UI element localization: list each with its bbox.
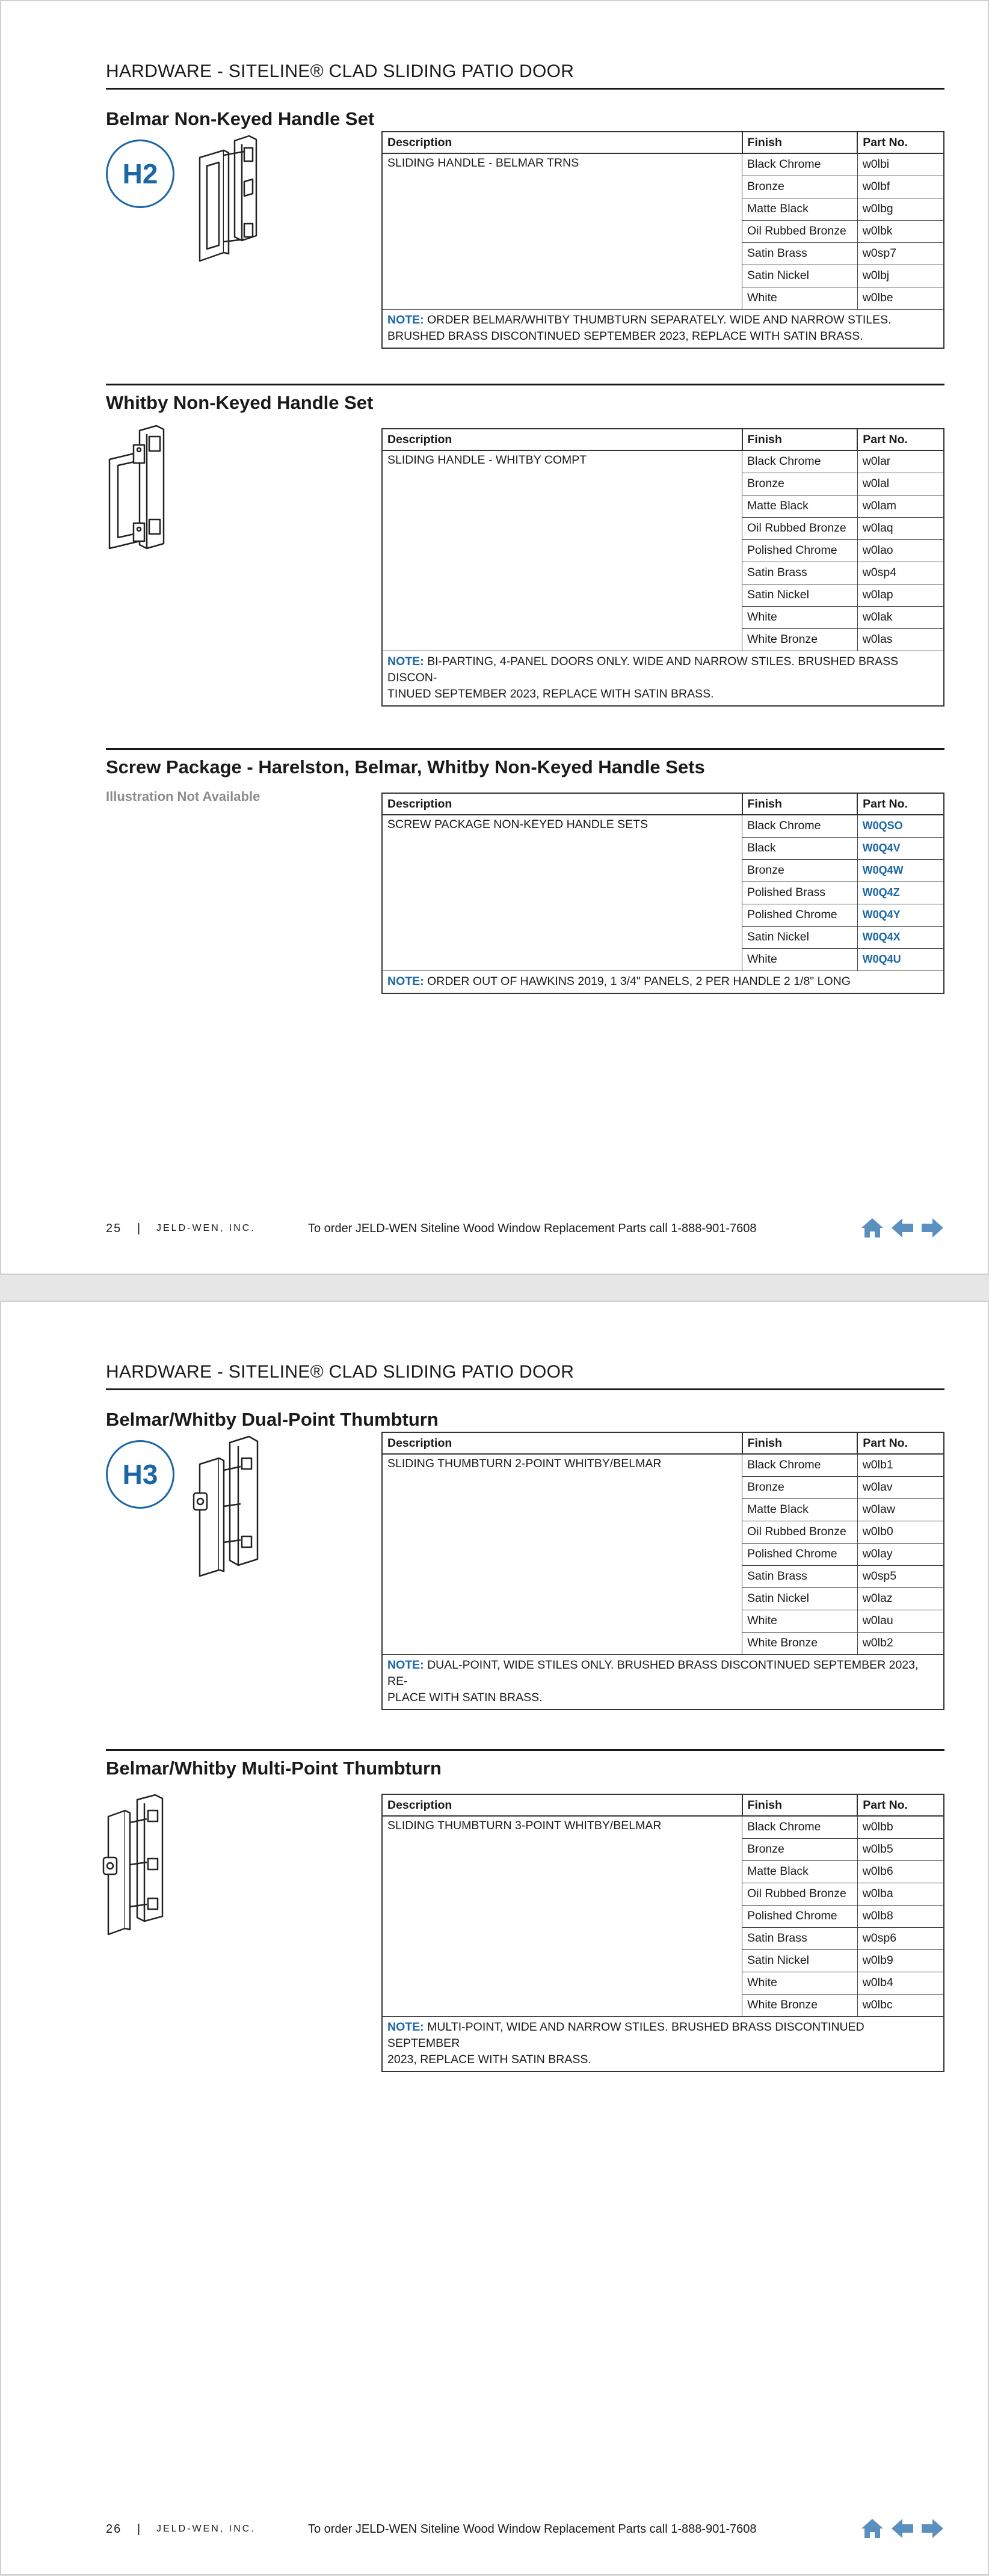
section-badge-h2: H2 <box>106 140 174 208</box>
finish-cell: Polished Chrome <box>742 1905 858 1927</box>
note-label: NOTE: <box>387 654 424 668</box>
part-number-cell: w0lak <box>857 606 944 628</box>
section-title: Screw Package - Harelston, Belmar, Whitby Non-Keyed Handle Sets <box>106 756 705 777</box>
whitby-handle-illustration <box>97 423 182 568</box>
finish-cell: Oil Rubbed Bronze <box>742 220 858 242</box>
page-navigation <box>859 2516 946 2541</box>
table-row <box>382 1816 944 1838</box>
finish-cell: Black Chrome <box>742 1816 858 1838</box>
part-number-cell: w0lbj <box>857 265 944 287</box>
page-footer <box>106 2522 944 2541</box>
part-number-link[interactable]: W0Q4U <box>862 953 901 965</box>
part-description: SLIDING THUMBTURN 3-POINT WHITBY/BELMAR <box>382 1816 742 2016</box>
table-note <box>382 2016 944 2072</box>
finish-cell: Black <box>742 837 858 859</box>
part-number-cell: w0laz <box>857 1587 944 1610</box>
finish-cell: Satin Nickel <box>742 1587 858 1610</box>
col-header-finish: Finish <box>742 1794 858 1816</box>
company-name: JELD-WEN, INC. <box>156 1223 256 1233</box>
part-description: SLIDING HANDLE - BELMAR TRNS <box>382 153 742 309</box>
finish-cell: Satin Brass <box>742 562 858 584</box>
part-number-cell: w0lb0 <box>857 1521 944 1543</box>
finish-cell: White <box>742 1972 858 1994</box>
part-number-link[interactable]: W0Q4Z <box>862 886 900 898</box>
finish-cell: Black Chrome <box>742 450 858 473</box>
section-title: Belmar/Whitby Dual-Point Thumbturn <box>106 1409 439 1430</box>
finish-cell: Oil Rubbed Bronze <box>742 1521 858 1543</box>
parts-table <box>381 793 944 994</box>
illustration-unavailable-label: Illustration Not Available <box>106 789 260 804</box>
finish-cell: Polished Chrome <box>742 1543 858 1565</box>
section-title: Belmar Non-Keyed Handle Set <box>106 108 375 129</box>
finish-cell: Black Chrome <box>742 153 858 176</box>
col-header-description: Description <box>382 1432 742 1454</box>
note-text-line2: BRUSHED BRASS DISCONTINUED SEPTEMBER 2023, REPLACE WITH SATIN BRASS. <box>387 329 863 343</box>
part-number-link[interactable]: W0Q4W <box>862 864 904 876</box>
home-icon[interactable] <box>859 2516 886 2541</box>
finish-cell: White Bronze <box>742 1994 858 2016</box>
note-label: NOTE: <box>387 1658 424 1672</box>
col-header-part: Part No. <box>857 793 944 815</box>
note-text: DUAL-POINT, WIDE STILES ONLY. BRUSHED BRASS DISCONTINUED SEPTEMBER 2023, RE- <box>387 1658 919 1688</box>
finish-cell: Satin Nickel <box>742 926 858 948</box>
table-note <box>382 309 944 348</box>
note-text: MULTI-POINT, WIDE AND NARROW STILES. BRUSHED BRASS DISCONTINUED SEPTEMBER <box>387 2020 864 2050</box>
section-rule <box>106 1749 944 1751</box>
finish-cell: White <box>742 1610 858 1632</box>
finish-cell: Matte Black <box>742 1498 858 1521</box>
catalog-page-26 <box>0 1301 989 2575</box>
part-number-cell: w0lb2 <box>857 1632 944 1654</box>
table-note <box>382 651 944 706</box>
part-number-cell: w0lb1 <box>857 1454 944 1476</box>
part-number-cell: w0lbf <box>857 176 944 198</box>
page-footer <box>106 1222 944 1240</box>
col-header-description: Description <box>382 1794 742 1816</box>
page-header: HARDWARE - SITELINE® CLAD SLIDING PATIO DOOR <box>106 1362 575 1382</box>
forward-arrow-icon[interactable] <box>919 2516 946 2541</box>
part-number-cell: w0lba <box>857 1883 944 1905</box>
col-header-finish: Finish <box>742 429 858 450</box>
part-number-cell: w0sp6 <box>857 1927 944 1949</box>
col-header-part: Part No. <box>857 132 944 153</box>
finish-cell: White <box>742 606 858 628</box>
finish-cell: Matte Black <box>742 198 858 220</box>
finish-cell: Black Chrome <box>742 1454 858 1476</box>
section-rule <box>106 384 944 385</box>
part-number-cell: w0lar <box>857 450 944 473</box>
part-number-cell <box>857 837 944 859</box>
part-number-cell: w0sp4 <box>857 562 944 584</box>
back-arrow-icon[interactable] <box>889 2516 916 2541</box>
finish-cell: Satin Nickel <box>742 584 858 606</box>
part-number-cell <box>857 948 944 971</box>
order-phone-text: To order JELD-WEN Siteline Wood Window Replacement Parts call 1-888-901-7608 <box>308 1222 757 1235</box>
finish-cell: Black Chrome <box>742 815 858 837</box>
finish-cell: White <box>742 287 858 309</box>
col-header-finish: Finish <box>742 132 858 153</box>
company-name: JELD-WEN, INC. <box>156 2524 256 2534</box>
finish-cell: Bronze <box>742 1838 858 1860</box>
part-number-cell <box>857 904 944 926</box>
finish-cell: Bronze <box>742 1476 858 1498</box>
order-phone-text: To order JELD-WEN Siteline Wood Window Replacement Parts call 1-888-901-7608 <box>308 2522 757 2536</box>
section-rule <box>106 748 944 750</box>
part-description: SLIDING HANDLE - WHITBY COMPT <box>382 450 742 651</box>
forward-arrow-icon[interactable] <box>919 1216 946 1240</box>
belmar-handle-illustration <box>182 133 266 278</box>
table-row <box>382 1454 944 1476</box>
finish-cell: Satin Brass <box>742 242 858 265</box>
part-number-cell: w0lb5 <box>857 1838 944 1860</box>
page-number: 25 <box>106 1222 122 1235</box>
section-badge-h3: H3 <box>106 1440 174 1509</box>
finish-cell: Satin Brass <box>742 1565 858 1587</box>
finish-cell: Satin Nickel <box>742 265 858 287</box>
part-description: SCREW PACKAGE NON-KEYED HANDLE SETS <box>382 815 742 971</box>
col-header-part: Part No. <box>857 429 944 450</box>
finish-cell: Satin Nickel <box>742 1949 858 1972</box>
finish-cell: White Bronze <box>742 628 858 651</box>
part-number-cell: w0lb9 <box>857 1949 944 1972</box>
part-number-cell: w0laq <box>857 517 944 539</box>
finish-cell: Polished Chrome <box>742 904 858 926</box>
part-number-cell: w0lbg <box>857 198 944 220</box>
page-header: HARDWARE - SITELINE® CLAD SLIDING PATIO DOOR <box>106 61 575 81</box>
part-number-cell: w0lay <box>857 1543 944 1565</box>
part-number-cell <box>857 859 944 882</box>
note-label: NOTE: <box>387 313 424 327</box>
note-text-line2: PLACE WITH SATIN BRASS. <box>387 1690 543 1704</box>
finish-cell: Matte Black <box>742 1860 858 1883</box>
finish-cell: Bronze <box>742 176 858 198</box>
parts-table <box>381 131 944 349</box>
table-row <box>382 153 944 176</box>
note-text: ORDER BELMAR/WHITBY THUMBTURN SEPARATELY. WIDE AND NARROW STILES. <box>427 313 892 327</box>
col-header-part: Part No. <box>857 1794 944 1816</box>
part-number-link[interactable]: W0Q4V <box>862 842 901 854</box>
col-header-description: Description <box>382 793 742 815</box>
note-text-line2: TINUED SEPTEMBER 2023, REPLACE WITH SATIN BRASS. <box>387 687 714 701</box>
part-number-cell: w0lb4 <box>857 1972 944 1994</box>
header-rule <box>106 88 944 90</box>
part-number-cell <box>857 882 944 904</box>
finish-cell: Matte Black <box>742 495 858 517</box>
finish-cell: Bronze <box>742 859 858 882</box>
parts-table <box>381 1432 944 1710</box>
note-text: ORDER OUT OF HAWKINS 2019, 1 3/4" PANELS, 2 PER HANDLE 2 1/8" LONG <box>427 974 851 988</box>
note-label: NOTE: <box>387 974 424 988</box>
part-number-cell: w0lbb <box>857 1816 944 1838</box>
dual-point-thumbturn-illustration <box>182 1434 272 1584</box>
part-description: SLIDING THUMBTURN 2-POINT WHITBY/BELMAR <box>382 1454 742 1654</box>
parts-table <box>381 1794 944 2072</box>
part-number-link[interactable]: W0Q4X <box>862 931 901 943</box>
part-number-cell: w0lbc <box>857 1994 944 2016</box>
part-number-cell: w0lb8 <box>857 1905 944 1927</box>
part-number-cell: w0lal <box>857 473 944 495</box>
part-number-cell <box>857 815 944 837</box>
multi-point-thumbturn-illustration <box>100 1792 190 1943</box>
part-number-cell: w0sp7 <box>857 242 944 265</box>
part-number-cell <box>857 926 944 948</box>
part-number-cell: w0law <box>857 1498 944 1521</box>
home-icon[interactable] <box>859 1216 886 1240</box>
finish-cell: White Bronze <box>742 1632 858 1654</box>
col-header-finish: Finish <box>742 793 858 815</box>
part-number-cell: w0lam <box>857 495 944 517</box>
part-number-cell: w0sp5 <box>857 1565 944 1587</box>
part-number-cell: w0lau <box>857 1610 944 1632</box>
part-number-cell: w0lao <box>857 539 944 562</box>
part-number-cell: w0lbe <box>857 287 944 309</box>
footer-separator: | <box>137 1222 141 1235</box>
finish-cell: Oil Rubbed Bronze <box>742 1883 858 1905</box>
part-number-cell: w0lbk <box>857 220 944 242</box>
part-number-cell: w0las <box>857 628 944 651</box>
catalog-page-25 <box>0 0 989 1275</box>
section-title: Whitby Non-Keyed Handle Set <box>106 392 374 413</box>
part-number-link[interactable]: W0QSO <box>862 820 903 832</box>
finish-cell: Polished Brass <box>742 882 858 904</box>
finish-cell: White <box>742 948 858 971</box>
finish-cell: Bronze <box>742 473 858 495</box>
col-header-finish: Finish <box>742 1432 858 1454</box>
back-arrow-icon[interactable] <box>889 1216 916 1240</box>
note-text-line2: 2023, REPLACE WITH SATIN BRASS. <box>387 2052 591 2066</box>
finish-cell: Satin Brass <box>742 1927 858 1949</box>
page-navigation <box>859 1216 946 1240</box>
footer-separator: | <box>137 2522 141 2536</box>
part-number-cell: w0lap <box>857 584 944 606</box>
header-rule <box>106 1388 944 1390</box>
col-header-description: Description <box>382 429 742 450</box>
part-number-link[interactable]: W0Q4Y <box>862 909 901 921</box>
page-number: 26 <box>106 2522 122 2536</box>
finish-cell: Polished Chrome <box>742 539 858 562</box>
col-header-part: Part No. <box>857 1432 944 1454</box>
col-header-description: Description <box>382 132 742 153</box>
parts-table <box>381 428 944 707</box>
part-number-cell: w0lav <box>857 1476 944 1498</box>
part-number-cell: w0lb6 <box>857 1860 944 1883</box>
table-note <box>382 1654 944 1710</box>
table-row <box>382 815 944 837</box>
note-label: NOTE: <box>387 2020 424 2034</box>
table-row <box>382 450 944 473</box>
table-note <box>382 971 944 993</box>
section-title: Belmar/Whitby Multi-Point Thumbturn <box>106 1758 442 1779</box>
part-number-cell: w0lbi <box>857 153 944 176</box>
note-text: BI-PARTING, 4-PANEL DOORS ONLY. WIDE AND NARROW STILES. BRUSHED BRASS DISCON- <box>387 654 899 684</box>
finish-cell: Oil Rubbed Bronze <box>742 517 858 539</box>
